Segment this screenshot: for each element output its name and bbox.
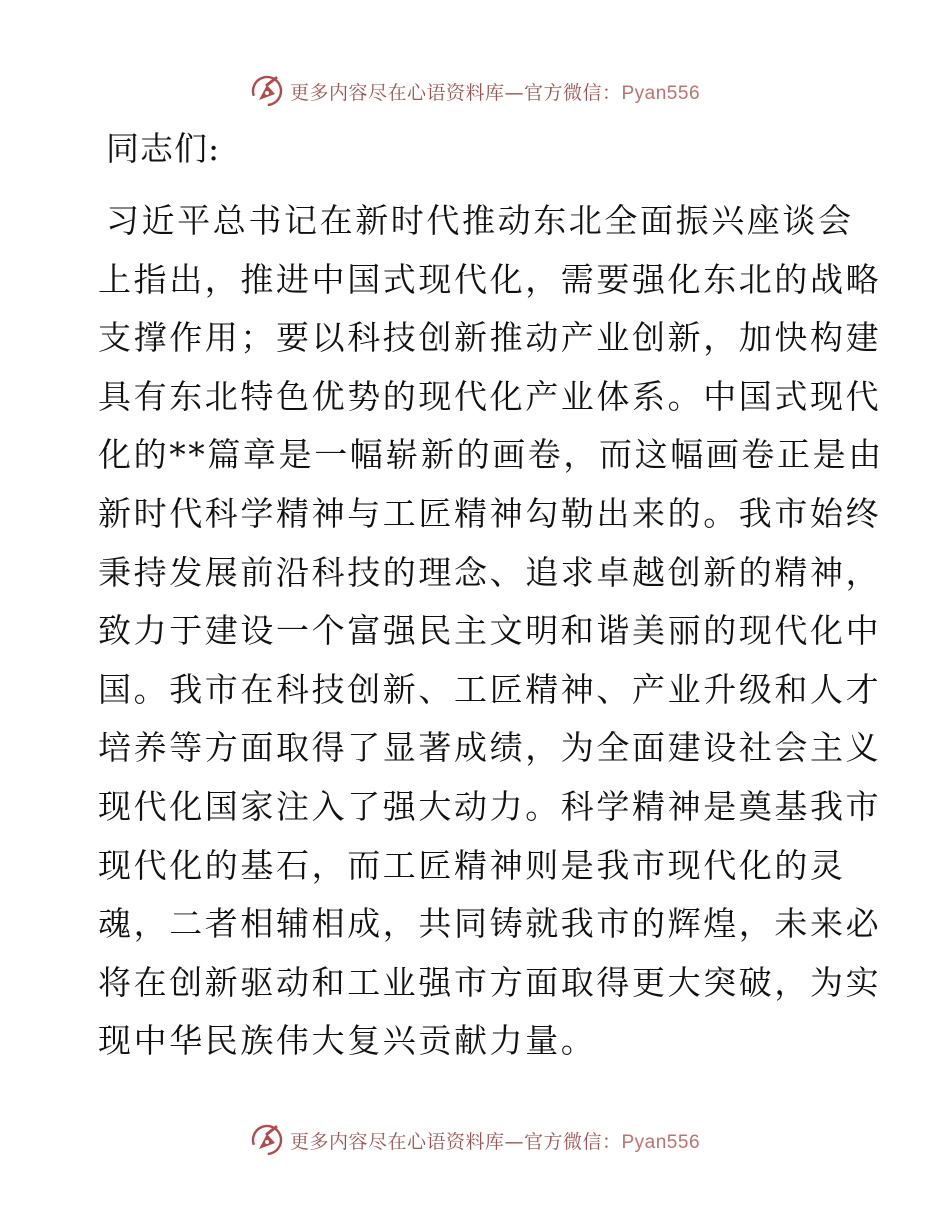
pen-nib-logo-icon bbox=[250, 74, 284, 108]
greeting: 同志们: bbox=[106, 129, 221, 168]
header-watermark bbox=[0, 71, 950, 111]
footer-watermark bbox=[0, 1120, 950, 1160]
paragraph-line: 化的**篇章是一幅崭新的画卷，而这幅画卷正是由 bbox=[98, 435, 884, 475]
paragraph-line: 秉持发展前沿科技的理念、追求卓越创新的精神， bbox=[98, 552, 882, 592]
paragraph-line: 魂，二者相辅相成，共同铸就我市的辉煌，未来必 bbox=[98, 904, 882, 944]
pen-nib-logo-icon bbox=[250, 1123, 284, 1157]
watermark-text: 更多内容尽在心语资料库—官方微信：Pyan556 bbox=[289, 81, 701, 104]
watermark-wechat-id: Pyan556 bbox=[621, 82, 701, 104]
watermark-text: 更多内容尽在心语资料库—官方微信：Pyan556 bbox=[289, 1130, 701, 1153]
paragraph-line: 现代化的基石，而工匠精神则是我市现代化的灵 bbox=[98, 845, 846, 885]
paragraph-line: 将在创新驱动和工业强市方面取得更大突破，为实 bbox=[98, 962, 882, 1002]
paragraph-line: 新时代科学精神与工匠精神勾勒出来的。我市始终 bbox=[98, 493, 882, 533]
paragraph-line: 培养等方面取得了显著成绩，为全面建设社会主义 bbox=[98, 728, 882, 768]
paragraph-line: 具有东北特色优势的现代化产业体系。中国式现代 bbox=[98, 376, 882, 416]
paragraph-line: 现代化国家注入了强大动力。科学精神是奠基我市 bbox=[98, 786, 882, 826]
paragraph-line: 国。我市在科技创新、工匠精神、产业升级和人才 bbox=[98, 669, 882, 709]
paragraph-line: 上指出，推进中国式现代化，需要强化东北的战略 bbox=[98, 259, 882, 299]
paragraph-line: 现中华民族伟大复兴贡献力量。 bbox=[98, 1021, 597, 1061]
paragraph-line: 支撑作用；要以科技创新推动产业创新，加快构建 bbox=[98, 318, 882, 358]
watermark-wechat-id: Pyan556 bbox=[621, 1131, 701, 1153]
paragraph-line: 致力于建设一个富强民主文明和谐美丽的现代化中 bbox=[98, 611, 882, 651]
paragraph-line: 习近平总书记在新时代推动东北全面振兴座谈会 bbox=[106, 201, 854, 240]
body-paragraph bbox=[98, 192, 884, 1071]
